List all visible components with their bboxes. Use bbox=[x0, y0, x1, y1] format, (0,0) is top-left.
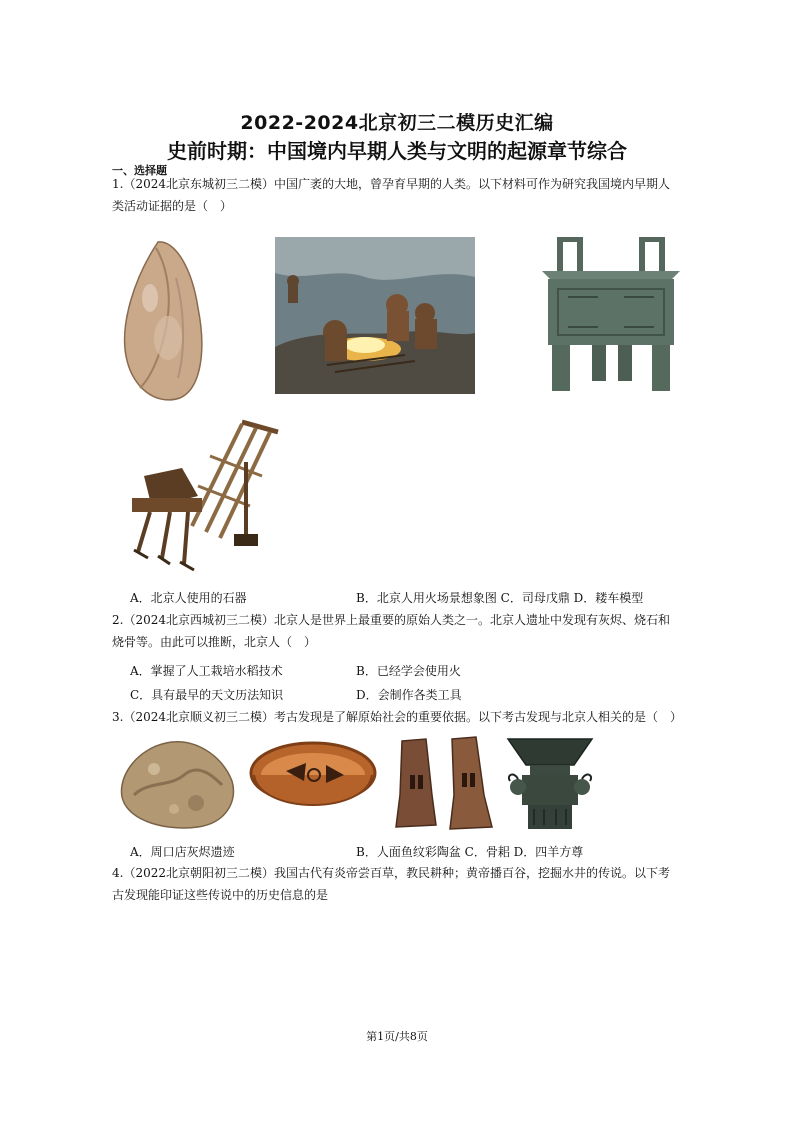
question-3-line-1: 3.（2024北京顺义初三二模）考古发现是了解原始社会的重要依据。以下考古发现与北京人相关的是（ ） bbox=[112, 710, 682, 724]
seed-drill-model-image bbox=[122, 416, 282, 574]
question-2-text bbox=[112, 609, 687, 653]
section-label: 一、选择题 bbox=[112, 164, 167, 177]
question-1-line-1: 1.（2024北京东城初三二模）中国广袤的大地，曾孕育早期的人类。以下材料可作为研究我国境内早期人 bbox=[112, 177, 670, 191]
page-number-footer: 第1页/共8页 bbox=[366, 1030, 428, 1043]
question-1-text bbox=[112, 173, 687, 217]
question-4-line-1: 4.（2022北京朝阳初三二模）我国古代有炎帝尝百草，教民耕种；黄帝播百谷，挖掘水井的传说。以下考 bbox=[112, 866, 670, 880]
question-2-line-2: 烧骨等。由此可以推断，北京人（ ） bbox=[112, 635, 317, 649]
question-2-option-a: A．掌握了人工栽培水稻技术 bbox=[130, 664, 283, 678]
painted-pottery-basin-image bbox=[246, 735, 380, 831]
bone-spade-image bbox=[392, 735, 496, 831]
stone-tool-image bbox=[120, 238, 210, 404]
question-4-line-2: 古发现能印证这些传说中的历史信息的是 bbox=[112, 888, 329, 902]
question-2-option-c: C．具有最早的天文历法知识 bbox=[130, 688, 284, 702]
question-2-line-1: 2.（2024北京西城初三二模）北京人是世界上最重要的原始人类之一。北京人遗址中发现有灰烬、烧石和 bbox=[112, 613, 670, 627]
question-1-line-2: 类活动证据的是（ ） bbox=[112, 199, 233, 213]
question-1-options-b-c-d: B．北京人用火场景想象图 C．司母戊鼎 D．耧车模型 bbox=[356, 591, 644, 605]
question-4-text bbox=[112, 862, 687, 906]
question-3-text bbox=[112, 706, 687, 728]
question-3-options-b-c-d: B．人面鱼纹彩陶盆 C．骨耜 D．四羊方尊 bbox=[356, 845, 584, 859]
ash-remains-rock-image bbox=[114, 735, 238, 831]
document-title: 2022-2024北京初三二模历史汇编 bbox=[240, 112, 554, 134]
question-1-option-a: A．北京人使用的石器 bbox=[130, 591, 247, 605]
question-2-option-d: D．会制作各类工具 bbox=[356, 688, 462, 702]
simuwu-ding-image bbox=[538, 237, 684, 395]
fire-scene-illustration bbox=[275, 237, 475, 394]
four-ram-zun-image bbox=[504, 735, 596, 831]
question-3-option-a: A．周口店灰烬遗迹 bbox=[130, 845, 235, 859]
document-subtitle: 史前时期：中国境内早期人类与文明的起源章节综合 bbox=[167, 139, 627, 163]
question-2-option-b: B．已经学会使用火 bbox=[356, 664, 461, 678]
